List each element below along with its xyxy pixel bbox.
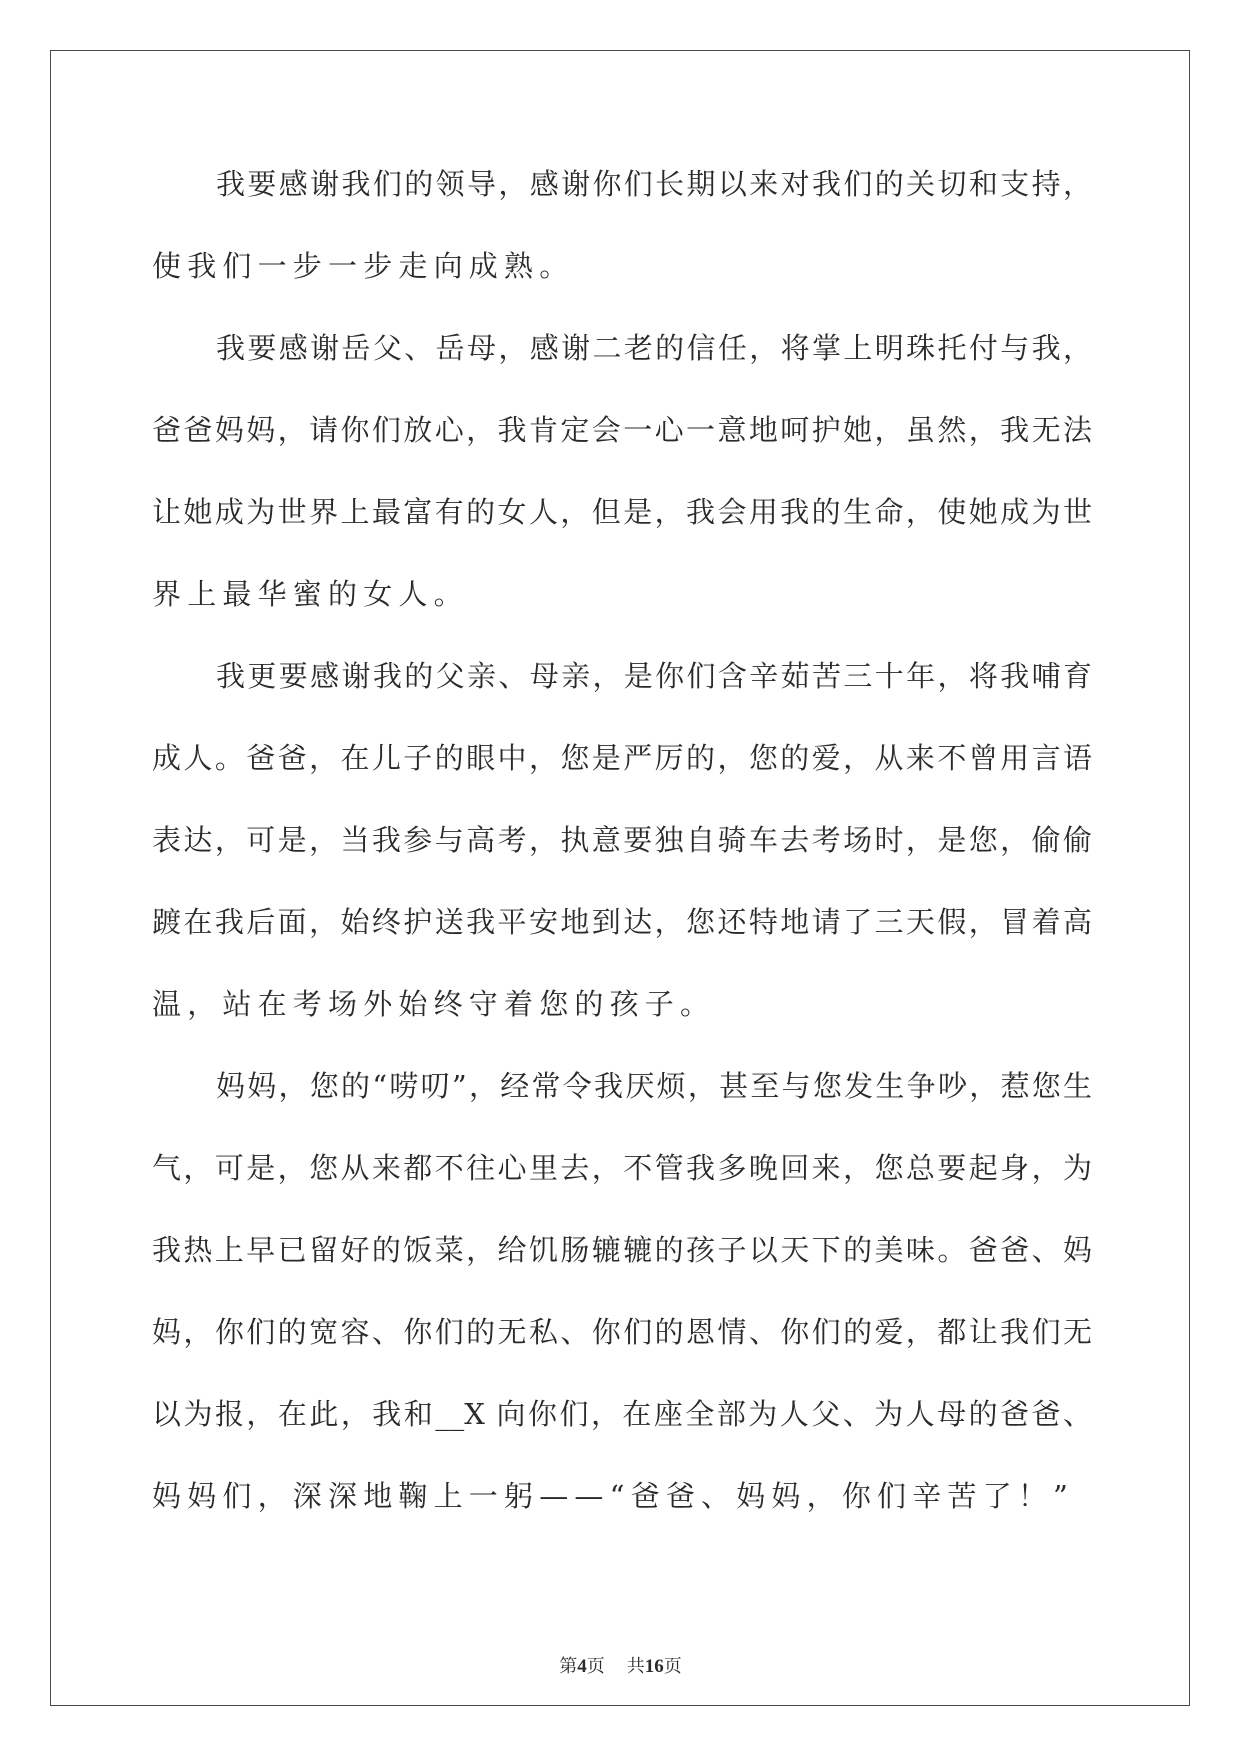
text-line: 表达，可是，当我参与高考，执意要独自骑车去考场时，是您，偷偷 — [152, 823, 1092, 857]
text-line: 让她成为世界上最富有的女人，但是，我会用我的生命，使她成为世 — [152, 495, 1092, 529]
text-line: 妈妈们，深深地鞠上一躬——“爸爸、妈妈，你们辛苦了！” — [152, 1479, 1075, 1513]
document-body — [152, 162, 1092, 1556]
text-line: 踱在我后面，始终护送我平安地到达，您还特地请了三天假，冒着高 — [152, 905, 1092, 939]
text-line: 界上最华蜜的女人。 — [152, 577, 469, 611]
text-line: 以为报，在此，我和__X 向你们，在座全部为人父、为人母的爸爸、 — [152, 1397, 1092, 1431]
text-line: 气，可是，您从来都不往心里去，不管我多晚回来，您总要起身，为 — [152, 1151, 1092, 1185]
text-line: 温，站在考场外始终守着您的孩子。 — [152, 987, 716, 1021]
text-line: 成人。爸爸，在儿子的眼中，您是严厉的，您的爱，从来不曾用言语 — [152, 741, 1092, 775]
current-page-number: 4 — [577, 1656, 587, 1677]
text-line: 我更要感谢我的父亲、母亲，是你们含辛茹苦三十年，将我哺育 — [216, 659, 1092, 693]
text-line: 使我们一步一步走向成熟。 — [152, 249, 575, 283]
text-line: 我热上早已留好的饭菜，给饥肠辘辘的孩子以天下的美味。爸爸、妈 — [152, 1233, 1092, 1267]
text-line: 我要感谢岳父、岳母，感谢二老的信任，将掌上明珠托付与我， — [216, 331, 1092, 365]
text-line: 爸爸妈妈，请你们放心，我肯定会一心一意地呵护她，虽然，我无法 — [152, 413, 1092, 447]
text-line: 妈，你们的宽容、你们的无私、你们的恩情、你们的爱，都让我们无 — [152, 1315, 1092, 1349]
total-pages-number: 16 — [644, 1656, 664, 1677]
footer-page-label: 页 — [586, 1656, 605, 1677]
text-line: 妈妈，您的“唠叨”，经常令我厌烦，甚至与您发生争吵，惹您生 — [216, 1069, 1092, 1103]
footer-total-prefix: 共 — [626, 1656, 645, 1677]
page-footer — [0, 1652, 1241, 1678]
footer-total-label: 页 — [663, 1656, 682, 1677]
footer-prefix: 第 — [559, 1656, 578, 1677]
text-line: 我要感谢我们的领导，感谢你们长期以来对我们的关切和支持， — [216, 167, 1092, 201]
